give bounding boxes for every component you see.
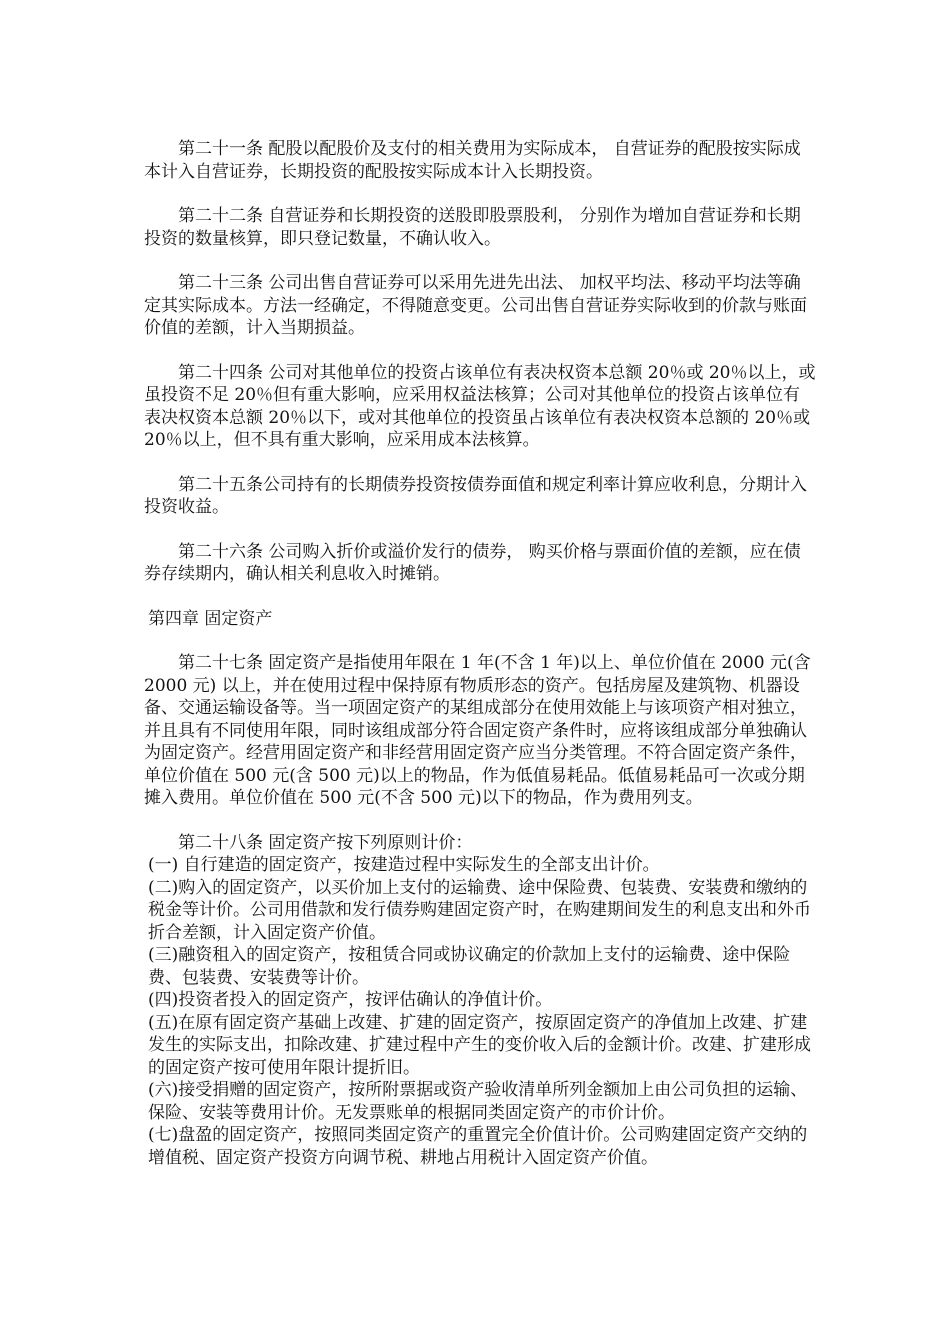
document-body [144,138,816,1169]
valuation-item-7: (七)盘盈的固定资产，按照同类固定资产的重置完全价值计价。公司购建固定资产交纳的增值税、固定资产投资方向调节税、耕地占用税计入固定资产价值。 [148,1125,808,1168]
valuation-item-1: (一) 自行建造的固定资产，按建造过程中实际发生的全部支出计价。 [148,855,660,875]
article-28-lead: 第二十八条 固定资产按下列原则计价： [178,832,473,853]
valuation-item-2: (二)购入的固定资产，以买价加上支付的运输费、途中保险费、包装费、安装费和缴纳的税金等计价。公司用借款和发行债券购建固定资产时，在购建期间发生的利息支出和外币折合差额，计入固定资产价值。 [148,877,811,943]
article-25: 第二十五条公司持有的长期债券投资按债券面值和规定利率计算应收利息，分期计入投资收益。 [144,474,807,517]
chapter-heading: 第四章 固定资产 [148,608,273,629]
article-23: 第二十三条 公司出售自营证券可以采用先进先出法、 加权平均法、移动平均法等确定其实际成本。方法一经确定，不得随意变更。公司出售自营证券实际收到的价款与账面价值的差额，计入当期损益。 [144,273,807,338]
article-26: 第二十六条 公司购入折价或溢价发行的债券， 购买价格与票面价值的差额，应在债券存续期内，确认相关利息收入时摊销。 [144,541,801,584]
article-27: 第二十七条 固定资产是指使用年限在 1 年(不含 1 年)以上、单位价值在 2000 元(含 2000 元) 以上，并在使用过程中保持原有物质形态的资产。包括房屋及建筑物、机器设备、交通运输设备等。当一项固定资产的某组成部分在使用效能上与该项资产相对独立，并且具有不同使用年限，同时该组成部分符合固定资产条件时，应将该组成部分单独确认为固定资产。经营用固定资产和非经营用固定资产应当分类管理。不符合固定资产条件，单位价值在 500 元(含 500 元)以上的物品，作为低值易耗品。低值易耗品可一次或分期摊入费用。单位价值在 500 元(不含 500 元)以下的物品，作为费用列支。 [144,653,811,808]
article-21: 第二十一条 配股以配股价及支付的相关费用为实际成本， 自营证券的配股按实际成本计入自营证券，长期投资的配股按实际成本计入长期投资。 [144,139,801,182]
valuation-item-3: (三)融资租入的固定资产，按租赁合同或协议确定的价款加上支付的运输费、途中保险费、包装费、安装费等计价。 [148,945,791,988]
valuation-item-4: (四)投资者投入的固定资产，按评估确认的净值计价。 [148,990,553,1010]
valuation-item-5: (五)在原有固定资产基础上改建、扩建的固定资产，按原固定资产的净值加上改建、扩建发生的实际支出，扣除改建、扩建过程中产生的变价收入后的金额计价。改建、扩建形成的固定资产按可使用年限计提折旧。 [148,1012,811,1078]
article-24: 第二十四条 公司对其他单位的投资占该单位有表决权资本总额 20％或 20％以上，或虽投资不足 20％但有重大影响，应采用权益法核算；公司对其他单位的投资占该单位有表决权资本总额 20％以下，或对其他单位的投资虽占该单位有表决权资本总额的 20％或 20％以上，但不具有重大影响，应采用成本法核算。 [144,362,816,450]
article-22: 第二十二条 自营证券和长期投资的送股即股票股利， 分别作为增加自营证券和长期投资的数量核算，即只登记数量，不确认收入。 [144,206,801,249]
valuation-item-6: (六)接受捐赠的固定资产，按所附票据或资产验收清单所列金额加上由公司负担的运输、保险、安装等费用计价。无发票账单的根据同类固定资产的市价计价。 [148,1080,808,1123]
